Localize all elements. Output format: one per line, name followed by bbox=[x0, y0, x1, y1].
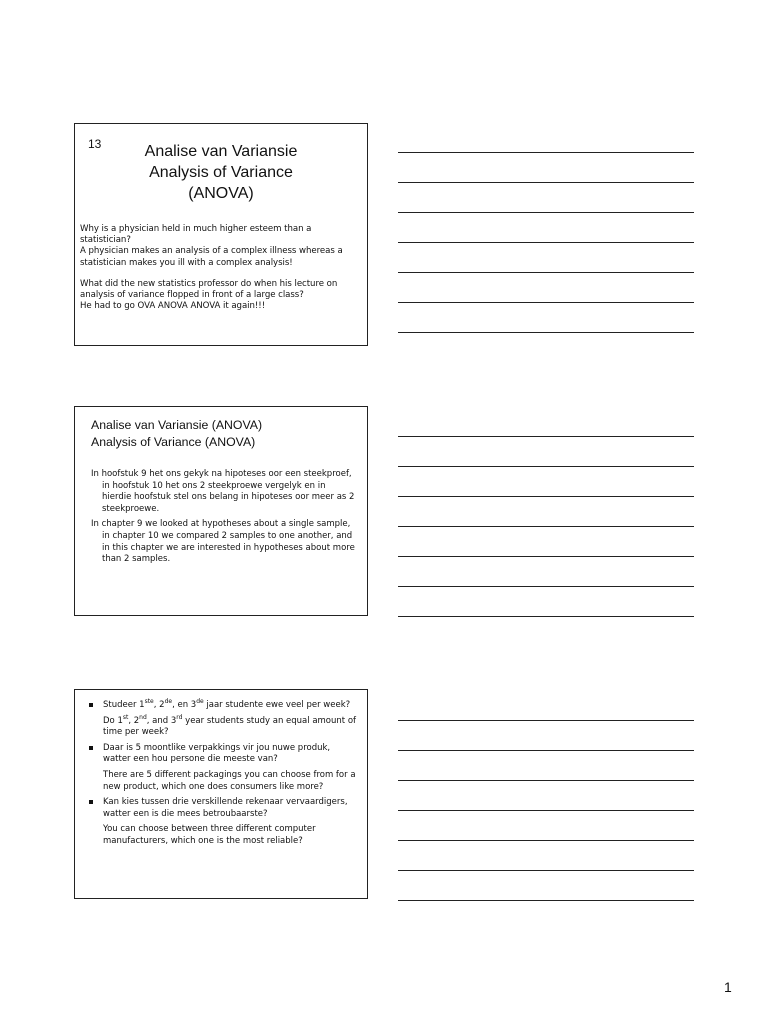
slide-title bbox=[91, 417, 262, 451]
slide-2 bbox=[74, 406, 368, 616]
text-line: statistician makes you ill with a complex analysis! bbox=[80, 257, 293, 268]
note-line bbox=[398, 242, 694, 243]
note-line bbox=[398, 152, 694, 153]
bullet-icon bbox=[89, 746, 93, 750]
note-line bbox=[398, 780, 694, 781]
bullet-text-english: Do 1st, 2nd, and 3rd year students study an equal amount of time per week? bbox=[103, 713, 357, 738]
slide-title bbox=[75, 141, 367, 204]
note-line bbox=[398, 840, 694, 841]
note-line bbox=[398, 870, 694, 871]
slide-3 bbox=[74, 689, 368, 899]
note-line bbox=[398, 272, 694, 273]
joke-paragraph bbox=[80, 279, 361, 313]
title-line: Analise van Variansie bbox=[144, 143, 298, 160]
bullet-item bbox=[89, 797, 357, 847]
bullet-item bbox=[89, 743, 357, 793]
text-line: Why is a physician held in much higher esteem than a bbox=[80, 224, 312, 234]
note-line bbox=[398, 900, 694, 901]
note-line bbox=[398, 302, 694, 303]
text-line: A physician makes an analysis of a complex illness whereas a bbox=[80, 246, 343, 257]
note-line bbox=[398, 810, 694, 811]
title-line: Analysis of Variance (ANOVA) bbox=[91, 435, 256, 449]
note-line bbox=[398, 526, 694, 527]
note-line bbox=[398, 586, 694, 587]
text-line: What did the new statistics professor do when his lecture on bbox=[80, 278, 338, 289]
joke-paragraph bbox=[80, 224, 361, 269]
slide-body bbox=[91, 469, 357, 570]
note-line bbox=[398, 332, 694, 333]
note-line bbox=[398, 556, 694, 557]
note-line bbox=[398, 182, 694, 183]
slide-1 bbox=[74, 123, 368, 346]
title-line: Analise van Variansie (ANOVA) bbox=[91, 418, 263, 432]
note-line bbox=[398, 616, 694, 617]
joke-text bbox=[80, 224, 361, 322]
bullet-text-afrikaans: Studeer 1ste, 2de, en 3de jaar studente ewe veel per week? bbox=[103, 698, 351, 710]
bullet-list bbox=[89, 700, 357, 852]
note-line bbox=[398, 750, 694, 751]
slide-number: 13 bbox=[88, 137, 102, 151]
text-line: analysis of variance flopped in front of a large class? bbox=[80, 290, 304, 301]
bullet-text-afrikaans: Kan kies tussen drie verskillende rekenaar vervaardigers, watter een is die mees betroubaarste? bbox=[103, 797, 348, 819]
bullet-text-english: There are 5 different packagings you can choose from for a new product, which one does consumers like more? bbox=[103, 769, 356, 792]
note-line bbox=[398, 720, 694, 721]
note-line bbox=[398, 212, 694, 213]
body-paragraph: In chapter 9 we looked at hypotheses about a single sample, in chapter 10 we compared 2 samples to one another, and in this chapter we are interested in hypotheses about more than 2 samples. bbox=[91, 519, 355, 565]
text-line: He had to go OVA ANOVA ANOVA it again!!! bbox=[80, 301, 266, 312]
page-number: 1 bbox=[724, 979, 732, 995]
title-line: Analysis of Variance bbox=[149, 164, 293, 181]
text-line: statistician? bbox=[80, 235, 131, 246]
note-line bbox=[398, 496, 694, 497]
bullet-icon bbox=[89, 800, 93, 804]
bullet-text-afrikaans: Daar is 5 moontlike verpakkings vir jou nuwe produk, watter een hou persone die meeste van? bbox=[103, 742, 331, 765]
note-line bbox=[398, 466, 694, 467]
title-line: (ANOVA) bbox=[188, 185, 254, 202]
bullet-text-english: You can choose between three different computer manufacturers, which one is the most reliable? bbox=[103, 824, 316, 846]
bullet-item bbox=[89, 700, 357, 739]
body-paragraph: In hoofstuk 9 het ons gekyk na hipoteses oor een steekproef, in hoofstuk 10 het ons 2 steekproewe vergelyk en in hierdie hoofstuk stel ons belang in hipoteses oor meer as 2 steekproewe. bbox=[91, 469, 355, 514]
note-line bbox=[398, 436, 694, 437]
bullet-icon bbox=[89, 703, 93, 707]
